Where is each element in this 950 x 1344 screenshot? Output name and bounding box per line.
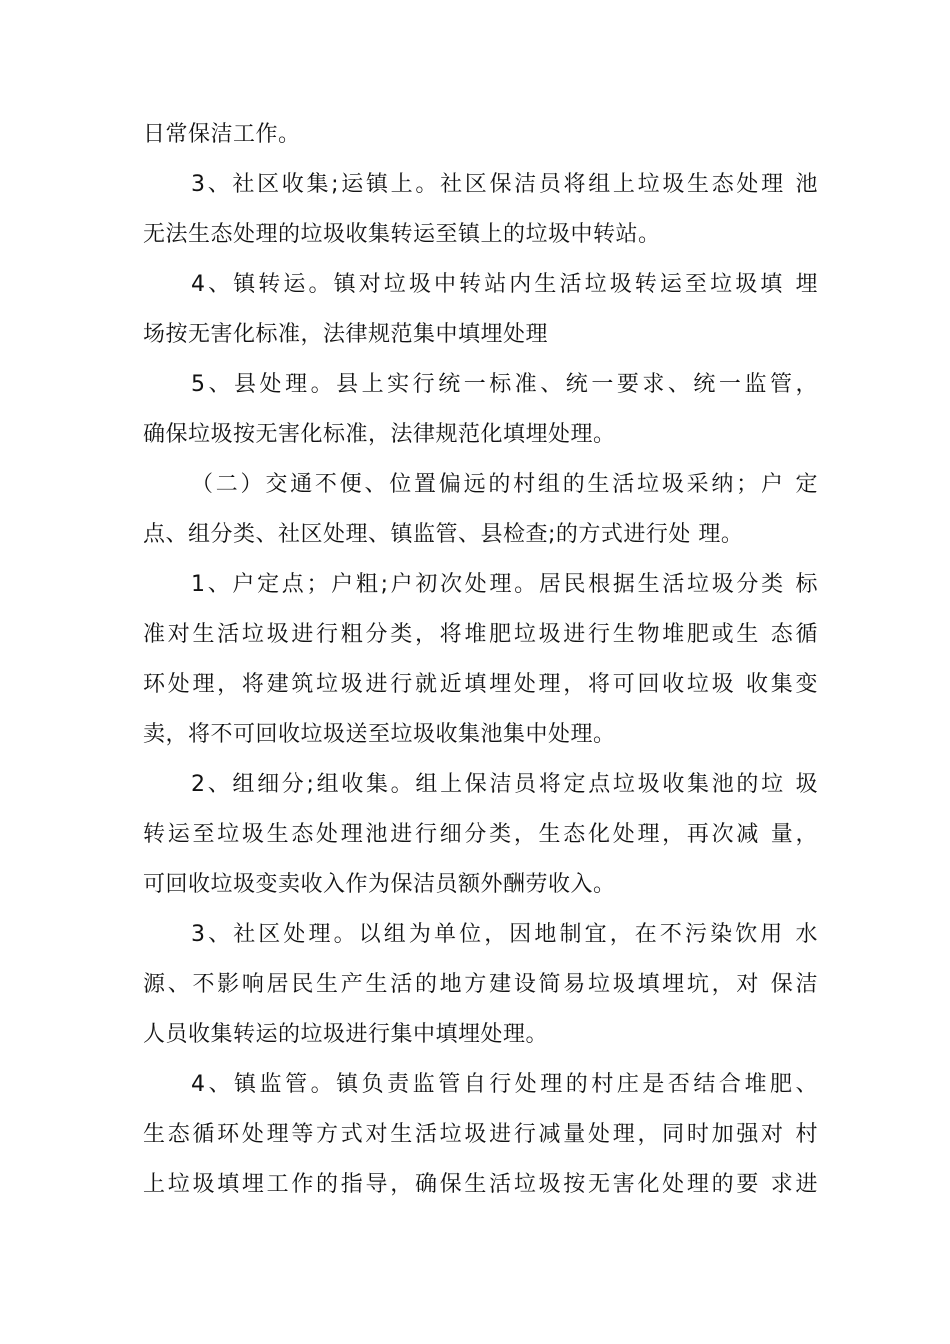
text-line-7: 确保垃圾按无害化标准，法律规范化填埋处理。 [143, 422, 616, 447]
text-line-9: 点、组分类、社区处理、镇监管、县检查;的方式进行处 理。 [143, 522, 744, 547]
text-line-19: 人员收集转运的垃圾进行集中填埋处理。 [143, 1022, 549, 1047]
text-line-16: 可回收垃圾变卖收入作为保洁员额外酬劳收入。 [143, 872, 616, 897]
text-line-18: 源、不影响居民生产生活的地方建设简易垃圾填埋坑，对 保洁 [143, 972, 818, 997]
text-line-17: 3、社区处理。以组为单位，因地制宜，在不污染饮用 水 [191, 922, 818, 947]
text-line-22: 上垃圾填埋工作的指导，确保生活垃圾按无害化处理的要 求进 [143, 1172, 818, 1197]
text-line-10: 1、户定点；户粗;户初次处理。居民根据生活垃圾分类 标 [191, 572, 818, 597]
text-line-8: （二）交通不便、位置偏远的村组的生活垃圾采纳；户 定 [191, 472, 818, 497]
text-line-12: 环处理，将建筑垃圾进行就近填埋处理，将可回收垃圾 收集变 [143, 672, 818, 697]
text-line-11: 准对生活垃圾进行粗分类，将堆肥垃圾进行生物堆肥或生 态循 [143, 622, 818, 647]
text-line-3: 无法生态处理的垃圾收集转运至镇上的垃圾中转站。 [143, 222, 661, 247]
text-line-5: 场按无害化标准，法律规范集中填埋处理 [143, 322, 549, 347]
text-line-2: 3、社区收集;运镇上。社区保洁员将组上垃圾生态处理 池 [191, 172, 818, 197]
text-line-14: 2、组细分;组收集。组上保洁员将定点垃圾收集池的垃 圾 [191, 772, 818, 797]
text-line-13: 卖，将不可回收垃圾送至垃圾收集池集中处理。 [143, 722, 616, 747]
text-line-21: 生态循环处理等方式对生活垃圾进行减量处理，同时加强对 村 [143, 1122, 818, 1147]
text-line-6: 5、县处理。县上实行统一标准、统一要求、统一监管， [191, 372, 818, 397]
text-line-1: 日常保洁工作。 [143, 122, 301, 147]
text-line-20: 4、镇监管。镇负责监管自行处理的村庄是否结合堆肥、 [191, 1072, 818, 1097]
text-line-4: 4、镇转运。镇对垃圾中转站内生活垃圾转运至垃圾填 埋 [191, 272, 818, 297]
text-line-15: 转运至垃圾生态处理池进行细分类，生态化处理，再次减 量， [143, 822, 818, 847]
